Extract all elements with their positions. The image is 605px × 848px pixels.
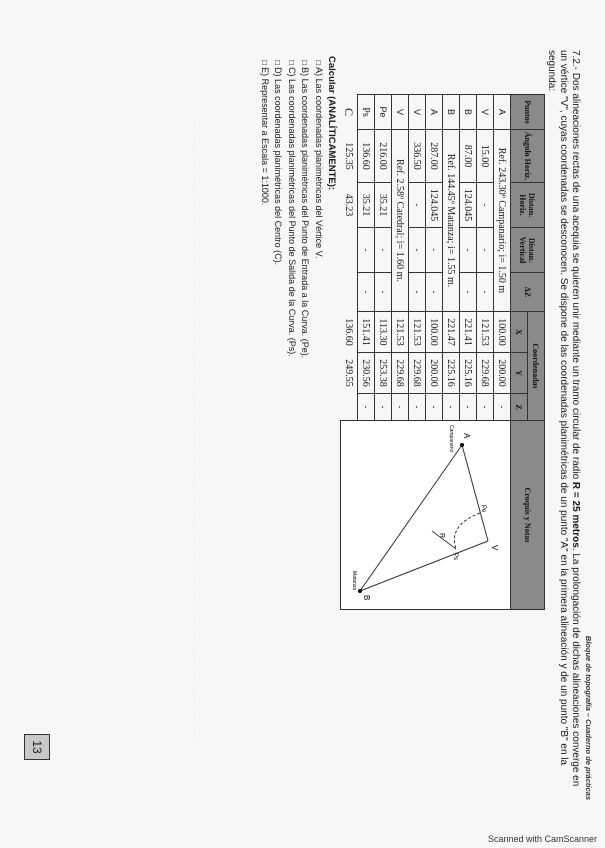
cell-reference: Ref. 144.45º Matanza; i= 1.55 m. xyxy=(443,130,460,312)
label-a: A xyxy=(462,433,471,439)
page-number: 13 xyxy=(24,734,50,760)
cell-angle: 216.00 xyxy=(375,130,392,183)
cell-z: - xyxy=(477,394,494,421)
cell-x: 221.41 xyxy=(460,312,477,353)
point-b xyxy=(358,589,362,593)
col-puntos: Puntos xyxy=(511,95,545,130)
cell-angle: 87.00 xyxy=(460,130,477,183)
cell-dist-v: - xyxy=(375,228,392,273)
cell-x: 100.00 xyxy=(426,312,443,353)
cell-dz: - xyxy=(375,273,392,312)
task-item: □ E) Representar a Escala = 1:1000. xyxy=(258,60,272,358)
cell-z xyxy=(341,394,358,421)
cell-dist-h: 43.23 xyxy=(343,193,355,217)
alignment-vb xyxy=(360,541,488,591)
cell-dist-h: 124.045 xyxy=(426,183,443,228)
col-notes: Croquis y Notas xyxy=(511,421,545,610)
cell-z: - xyxy=(358,394,375,421)
curve-arc xyxy=(454,513,480,549)
cell-dist-v: - xyxy=(460,228,477,273)
cell-dist-v: - xyxy=(358,228,375,273)
cell-z: - xyxy=(494,394,511,421)
cell-point: V xyxy=(477,95,494,130)
problem-text-1: 7.2.- Dos alineaciones rectas de una acequia se quieren unir mediante un tramo circular de radio xyxy=(570,50,581,482)
col-dz: ΔZ xyxy=(511,273,545,312)
cell-dist-v: - xyxy=(477,228,494,273)
scanner-watermark: Scanned with CamScanner xyxy=(487,834,597,844)
cell-x: 121.53 xyxy=(477,312,494,353)
cell-y: 229.68 xyxy=(392,353,409,394)
cell-z: - xyxy=(375,394,392,421)
sketch-cell xyxy=(341,421,511,610)
cell-dist-h: 35.21 xyxy=(375,183,392,228)
label-ps: Ps xyxy=(452,553,458,561)
problem-statement xyxy=(545,50,581,800)
cell-dist-h: - xyxy=(409,183,426,228)
point-a xyxy=(460,443,464,447)
cell-dz: - xyxy=(358,273,375,312)
cell-dz: - xyxy=(409,273,426,312)
cell-z: - xyxy=(409,394,426,421)
cell-y: 200.00 xyxy=(494,353,511,394)
cell-x: 100.00 xyxy=(494,312,511,353)
page-header: Bloque de topografía – Cuaderno de prácticas xyxy=(584,635,593,800)
cell-z: - xyxy=(426,394,443,421)
label-campanario: Campanario xyxy=(448,425,454,453)
cell-x: 113.30 xyxy=(375,312,392,353)
cell-angle: 336.50 xyxy=(409,130,426,183)
radius-value: R = 25 metros xyxy=(570,481,581,548)
calc-title: Calcular (ANALÍTICAMENTE): xyxy=(326,56,337,191)
cell-y: 200.00 xyxy=(426,353,443,394)
sketch-diagram xyxy=(352,421,510,609)
cell-y: 225.16 xyxy=(460,353,477,394)
cell-y: 249.55 xyxy=(343,359,355,387)
cell-point: B xyxy=(460,95,477,130)
cell-dist-h: 35.21 xyxy=(358,183,375,228)
task-item: □ A) Las coordenadas planimétricas del Vértice V. xyxy=(312,60,326,358)
survey-table xyxy=(341,94,546,610)
cell-point: Ps xyxy=(358,95,375,130)
cell-dist-v xyxy=(341,228,358,273)
label-matanza: Matanza xyxy=(351,571,357,591)
cell-z: - xyxy=(443,394,460,421)
cell-angle: 136.60 xyxy=(358,130,375,183)
cell-reference: Ref. 243.30º Campanario; i= 1.50 m xyxy=(494,130,511,312)
label-b: B xyxy=(362,595,371,601)
cell-angle: 125.35 xyxy=(343,142,355,170)
cell-x: 151.41 xyxy=(358,312,375,353)
cell-x: 121.53 xyxy=(409,312,426,353)
cell-dz xyxy=(341,273,358,312)
cell-point: Pe xyxy=(375,95,392,130)
cell-point: B xyxy=(443,95,460,130)
cell-point: C xyxy=(342,107,357,116)
cell-angle: 287.00 xyxy=(426,130,443,183)
col-dist-v: Distan. Vertical xyxy=(511,228,545,273)
label-v: V xyxy=(490,545,499,551)
cell-y: 230.56 xyxy=(358,353,375,394)
task-item: □ C) Las coordenadas planimétricas del Punto de Salida de la Curva. (Ps). xyxy=(285,60,299,358)
col-x: X xyxy=(511,312,528,353)
cell-y: 229.68 xyxy=(477,353,494,394)
cell-reference: Ref. 2.58º Catedral; i= 1.60 m. xyxy=(392,130,409,312)
task-list xyxy=(258,60,326,358)
cell-point: A xyxy=(494,95,511,130)
cell-point: A xyxy=(426,95,443,130)
cell-dz: - xyxy=(477,273,494,312)
task-item: □ D) Las coordenadas planimétricas del Centro (C). xyxy=(271,60,285,358)
cell-x: 136.60 xyxy=(343,318,355,346)
task-item: □ B) Las coordenadas planimétricas del Punto de Entrada a la Curva. (Pe). xyxy=(298,60,312,358)
cell-y: 229.68 xyxy=(409,353,426,394)
cell-z: - xyxy=(392,394,409,421)
col-z: Z xyxy=(511,394,528,421)
cell-dist-h: - xyxy=(477,183,494,228)
bleed-through-shadow xyxy=(44,120,195,740)
cell-x: 121.53 xyxy=(392,312,409,353)
cell-dz: - xyxy=(426,273,443,312)
cell-point: V xyxy=(409,95,426,130)
col-dist-h: Distan. Horiz. xyxy=(511,183,545,228)
cell-dz: - xyxy=(460,273,477,312)
table-row xyxy=(494,95,511,610)
label-pe: Pe xyxy=(480,505,486,513)
line-ab xyxy=(360,445,462,591)
col-coords: Coordenadas xyxy=(528,312,545,421)
alignment-av xyxy=(462,445,488,541)
cell-dist-v: - xyxy=(426,228,443,273)
cell-angle: 15.00 xyxy=(477,130,494,183)
cell-x: 221.47 xyxy=(443,312,460,353)
label-r: R xyxy=(438,533,445,539)
cell-dist-h: 124.045 xyxy=(460,183,477,228)
cell-dist-v: - xyxy=(409,228,426,273)
cell-y: 225.16 xyxy=(443,353,460,394)
problem-text-2: . La prolongación de dichas alineaciones converge en un vértice "V", cuyas coordenadas se desconocen. Se dispone de las coordenadas planimétricas de un punto "A" en la primera alineación y de un punto "B" en la segunda: xyxy=(546,50,581,787)
col-angulo: Ángulo Horiz. xyxy=(511,130,545,183)
cell-z: - xyxy=(460,394,477,421)
cell-point: V xyxy=(392,95,409,130)
cell-y: 253.38 xyxy=(375,353,392,394)
col-y: Y xyxy=(511,353,528,394)
